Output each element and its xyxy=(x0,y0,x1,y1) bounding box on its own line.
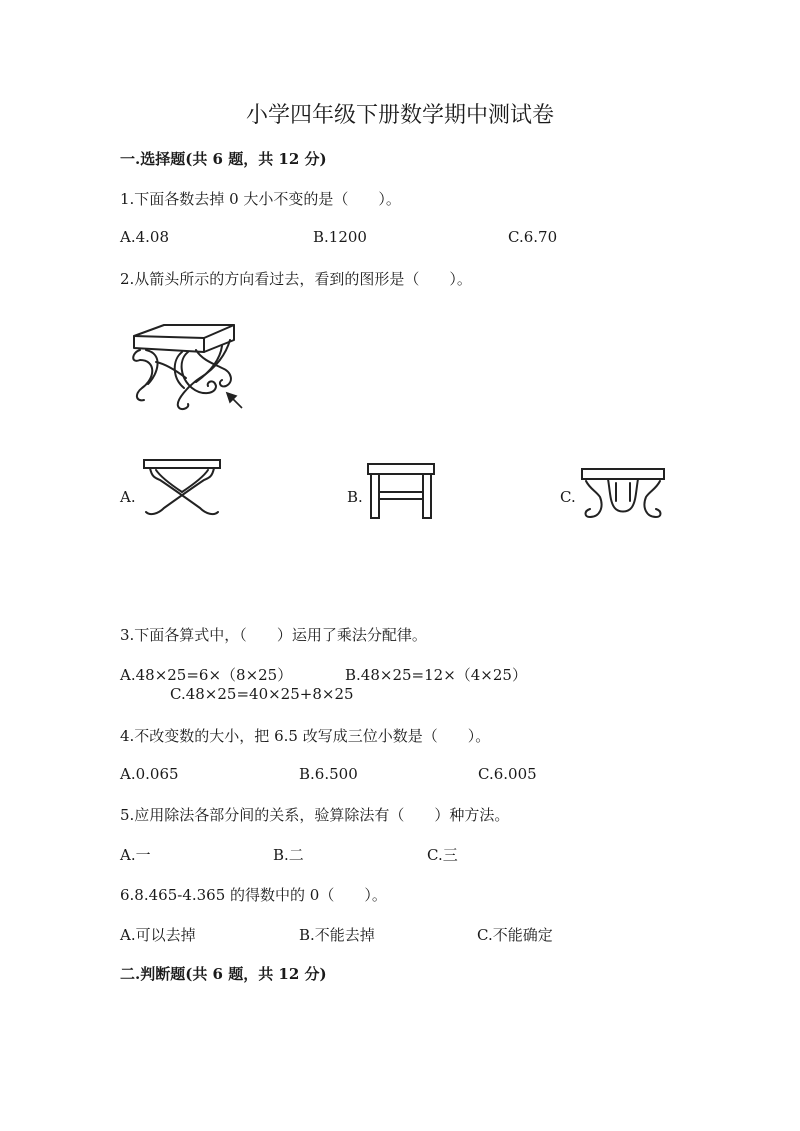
section-heading-judgement: 二.判断题(共 6 题，共 12 分) xyxy=(120,965,327,983)
question-2-option-b: B. xyxy=(347,488,363,506)
view-arrow-icon xyxy=(227,393,242,408)
question-4-option-c: C.6.005 xyxy=(478,765,537,783)
question-2-stem: 2.从箭头所示的方向看过去，看到的图形是（ ）。 xyxy=(120,270,472,288)
question-6-option-c: C.不能确定 xyxy=(477,926,553,944)
question-4-stem: 4.不改变数的大小，把 6.5 改写成三位小数是（ ）。 xyxy=(120,727,491,745)
question-1-option-c: C.6.70 xyxy=(508,228,558,246)
option-b-stool-figure xyxy=(366,462,436,520)
question-1-option-b: B.1200 xyxy=(313,228,367,246)
question-2-option-a: A. xyxy=(120,488,136,506)
question-2-option-c: C. xyxy=(560,488,576,506)
question-5-option-b: B.二 xyxy=(273,846,304,864)
question-5-option-c: C.三 xyxy=(427,846,458,864)
question-1-stem: 1.下面各数去掉 0 大小不变的是（ ）。 xyxy=(120,190,401,208)
question-6-option-b: B.不能去掉 xyxy=(299,926,375,944)
question-4-option-a: A.0.065 xyxy=(120,765,179,783)
question-6-option-a: A.可以去掉 xyxy=(120,926,196,944)
question-1-option-a: A.4.08 xyxy=(120,228,169,246)
section-heading-choice: 一.选择题(共 6 题，共 12 分) xyxy=(120,150,327,168)
question-5-stem: 5.应用除法各部分间的关系，验算除法有（ ）种方法。 xyxy=(120,806,510,824)
question-3-option-a: A.48×25=6×（8×25） xyxy=(120,666,293,684)
page-title: 小学四年级下册数学期中测试卷 xyxy=(245,103,554,128)
question-6-stem: 6.8.465-4.365 的得数中的 0（ ）。 xyxy=(120,886,387,904)
question-5-option-a: A.一 xyxy=(120,846,151,864)
question-4-option-b: B.6.500 xyxy=(299,765,358,783)
question-3-option-b: B.48×25=12×（4×25） xyxy=(345,666,527,684)
question-3-option-c: C.48×25=40×25+8×25 xyxy=(170,685,354,703)
stool-figure xyxy=(126,320,251,415)
option-c-stool-figure xyxy=(580,467,668,523)
question-3-stem: 3.下面各算式中，（ ）运用了乘法分配律。 xyxy=(120,626,427,644)
option-a-stool-figure xyxy=(142,458,224,520)
